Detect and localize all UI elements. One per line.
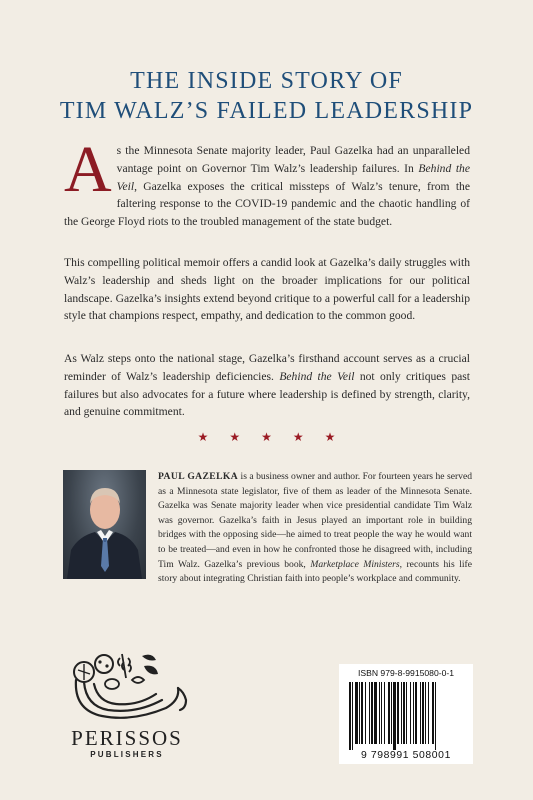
star-divider: ★★★★★ xyxy=(197,430,357,444)
drop-cap: A xyxy=(64,133,112,206)
publisher-logo xyxy=(62,650,192,760)
blurb-1-text-b: , Gazelka exposes the critical missteps of Walz’s tenure, from the faltering response to the COVID-19 pandemic and the chaotic handling of the George Floyd riots to the troubled management of the state budget. xyxy=(64,179,470,229)
barcode-bars xyxy=(345,682,467,750)
book-title-italic: Behind the Veil xyxy=(116,161,470,193)
isbn-label: ISBN 979-8-9915080-0-1 xyxy=(357,668,455,678)
isbn-barcode xyxy=(339,664,473,764)
blurb-paragraph-1 xyxy=(64,133,470,231)
blurb-paragraph-2: This compelling political memoir offers a candid look at Gazelka’s daily struggles with Walz’s leadership and sheds light on the broader implications for our political landscape. Gazelka’s insights extend beyond critique to a powerful call for a leadership style that champions respect, empathy, and dedication to the common good. xyxy=(64,256,470,323)
author-bio xyxy=(158,470,472,587)
barcode-digits: 9 798991 508001 xyxy=(361,750,451,761)
publisher-name: PERISSOS xyxy=(71,726,183,750)
blurb-3-text-a: As Walz steps onto the national stage, Gazelka’s firsthand account serves as a crucial reminder of Walz’s leadership deficiencies. xyxy=(64,352,470,383)
headline-line-2: TIM WALZ’S FAILED LEADERSHIP xyxy=(59,98,474,124)
publisher-subtitle: PUBLISHERS xyxy=(90,750,164,759)
book-title-italic: Behind the Veil xyxy=(279,369,355,383)
back-cover-headline xyxy=(0,66,533,126)
author-photo xyxy=(63,470,146,579)
blurb-paragraph-3 xyxy=(64,350,470,421)
cornucopia-icon xyxy=(62,650,192,726)
bio-text-b: , recounts his life story about integrating Christian faith into people’s workplace and community. xyxy=(158,558,472,585)
blurb-1-text-a: s the Minnesota Senate majority leader, Paul Gazelka had an unparalleled vantage point on Governor Tim Walz’s leadership failures. In xyxy=(116,144,470,175)
previous-book-title: Marketplace Ministers xyxy=(310,558,400,570)
author-name: PAUL GAZELKA xyxy=(158,471,239,482)
bio-text-a: is a business owner and author. For fourteen years he served as a Minnesota state legislator, five of them as leader of the Minnesota Senate. Gazelka was Senate majority leader when vice presidential candidate Tim Walz was governor. Gazelka’s faith in Jesus played an important role in building bridges with the opposing side—he aimed to treat people the way he would want to be treated—and even in how he confronted those he disagreed with, including Tim Walz. Gazelka’s previous book, xyxy=(158,471,472,570)
blurb-3-text-b: not only critiques past failures but also advocates for a future where leadership is defined by strength, clarity, and genuine commitment. xyxy=(64,369,470,419)
headline-line-1: THE INSIDE STORY OF xyxy=(130,68,403,94)
author-portrait-icon xyxy=(63,470,146,579)
